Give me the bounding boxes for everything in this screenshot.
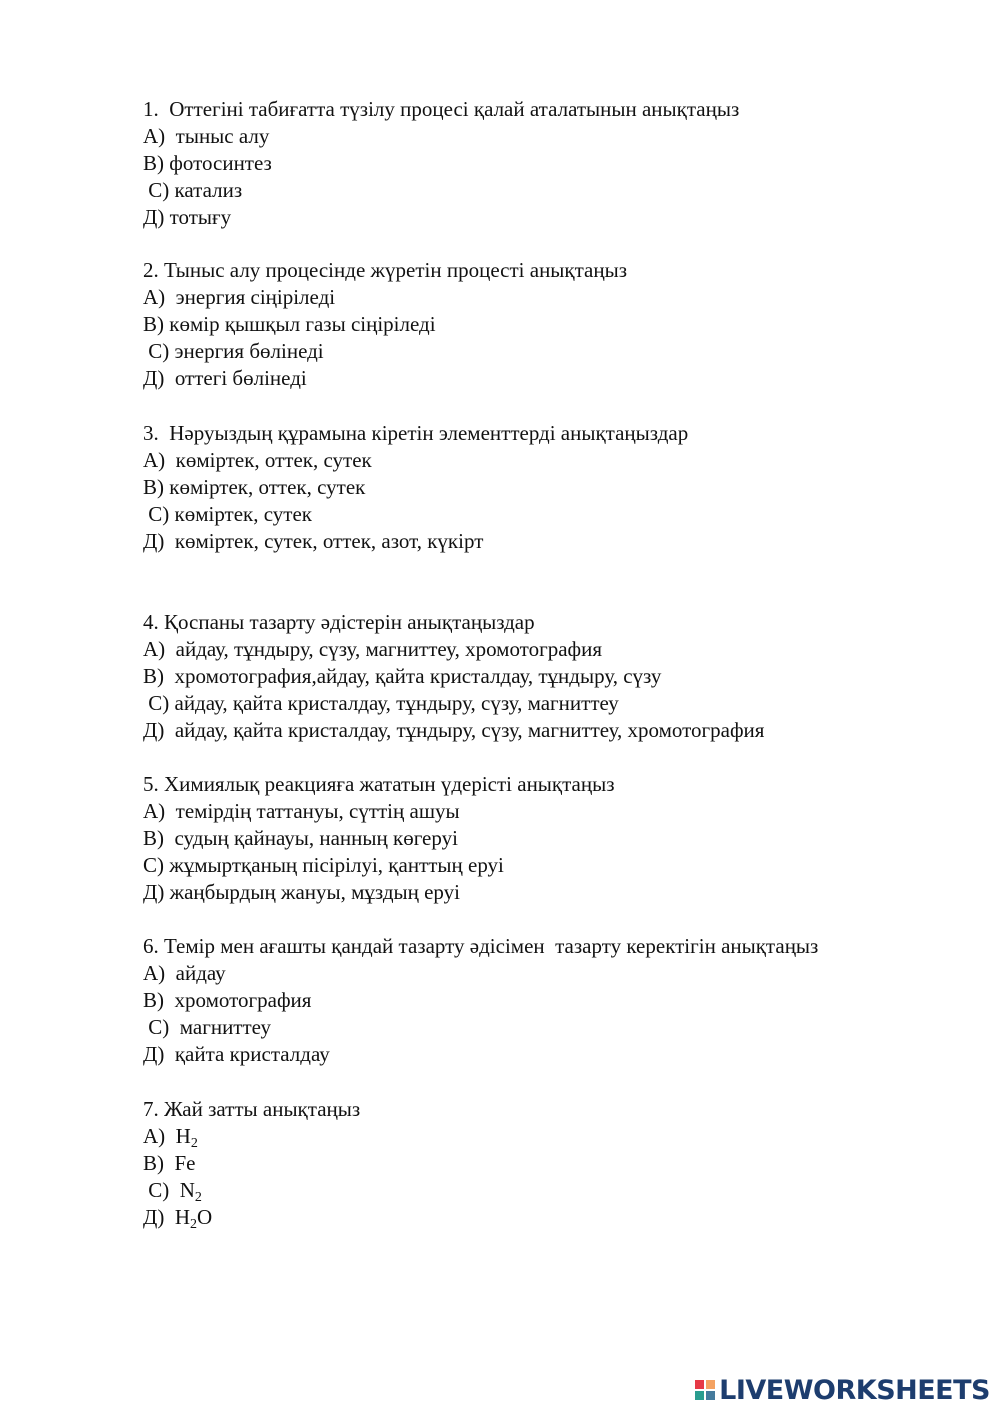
option-d[interactable]: Д) қайта кристалдау bbox=[143, 1042, 330, 1066]
option-c[interactable]: С) айдау, қайта кристалдау, тұндыру, сүзу, магниттеу bbox=[143, 691, 619, 715]
question-title: 3. Нәруыздың құрамына кіретін элементтерді анықтаңыздар bbox=[143, 421, 689, 445]
option-a[interactable]: А) айдау, тұндыру, сүзу, магниттеу, хромотография bbox=[143, 637, 603, 661]
logo-square-3 bbox=[695, 1391, 704, 1400]
option-b[interactable]: В) көмір қышқыл газы сіңіріледі bbox=[143, 312, 436, 336]
option-a[interactable]: А) айдау bbox=[143, 961, 226, 985]
option-c[interactable]: С) энергия бөлінеді bbox=[143, 339, 324, 363]
option-b[interactable]: В) судың қайнауы, нанның көгеруі bbox=[143, 826, 458, 850]
question-title: 2. Тыныс алу процесінде жүретін процесті анықтаңыз bbox=[143, 258, 628, 282]
question-title: 1. Оттегіні табиғатта түзілу процесі қалай аталатынын анықтаңыз bbox=[143, 97, 740, 121]
option-c[interactable]: С) магниттеу bbox=[143, 1015, 271, 1039]
option-c[interactable]: С) көміртек, сутек bbox=[143, 502, 312, 526]
option-d[interactable]: Д) жаңбырдың жануы, мұздың еруі bbox=[143, 880, 460, 904]
logo-text: LIVEWORKSHEETS bbox=[719, 1374, 990, 1406]
question-title: 5. Химиялық реакцияға жататын үдерісті анықтаңыз bbox=[143, 772, 615, 796]
question-1 bbox=[143, 96, 963, 231]
option-b[interactable]: В) көміртек, оттек, сутек bbox=[143, 475, 366, 499]
option-d[interactable]: Д) $H_2O$ bbox=[143, 1205, 213, 1232]
question-7 bbox=[143, 1096, 963, 1231]
question-5 bbox=[143, 771, 963, 906]
option-a[interactable]: А) $H_2$ bbox=[143, 1124, 198, 1151]
option-b[interactable]: В) хромотография bbox=[143, 988, 312, 1012]
option-c[interactable]: С) жұмыртқаның пісірілуі, қанттың еруі bbox=[143, 853, 504, 877]
option-a[interactable]: А) тыныс алу bbox=[143, 124, 270, 148]
option-a[interactable]: А) энергия сіңіріледі bbox=[143, 285, 336, 309]
logo-square-2 bbox=[706, 1380, 715, 1389]
option-c[interactable]: С) $N_2$ bbox=[143, 1178, 202, 1205]
liveworksheets-logo bbox=[695, 1373, 990, 1407]
question-title: 7. Жай затты анықтаңыз bbox=[143, 1097, 361, 1121]
question-6 bbox=[143, 933, 963, 1068]
question-3 bbox=[143, 420, 963, 555]
logo-icon bbox=[695, 1380, 715, 1400]
logo-square-1 bbox=[695, 1380, 704, 1389]
question-2 bbox=[143, 257, 963, 392]
logo-square-4 bbox=[706, 1391, 715, 1400]
option-d[interactable]: Д) көміртек, сутек, оттек, азот, күкірт bbox=[143, 529, 484, 553]
option-d[interactable]: Д) оттегі бөлінеді bbox=[143, 366, 307, 390]
option-d[interactable]: Д) айдау, қайта кристалдау, тұндыру, сүзу, магниттеу, хромотография bbox=[143, 718, 765, 742]
question-4 bbox=[143, 609, 963, 744]
option-b[interactable]: В) Fe bbox=[143, 1151, 196, 1175]
option-c[interactable]: С) катализ bbox=[143, 178, 243, 202]
option-d[interactable]: Д) тотығу bbox=[143, 205, 232, 229]
option-b[interactable]: В) хромотография,айдау, қайта кристалдау, тұндыру, сүзу bbox=[143, 664, 662, 688]
option-b[interactable]: В) фотосинтез bbox=[143, 151, 272, 175]
option-a[interactable]: А) көміртек, оттек, сутек bbox=[143, 448, 372, 472]
option-a[interactable]: А) темірдің таттануы, сүттің ашуы bbox=[143, 799, 460, 823]
question-title: 4. Қоспаны тазарту әдістерін анықтаңыздар bbox=[143, 610, 535, 634]
question-title: 6. Темір мен ағашты қандай тазарту әдісімен тазарту керектігін анықтаңыз bbox=[143, 934, 819, 958]
